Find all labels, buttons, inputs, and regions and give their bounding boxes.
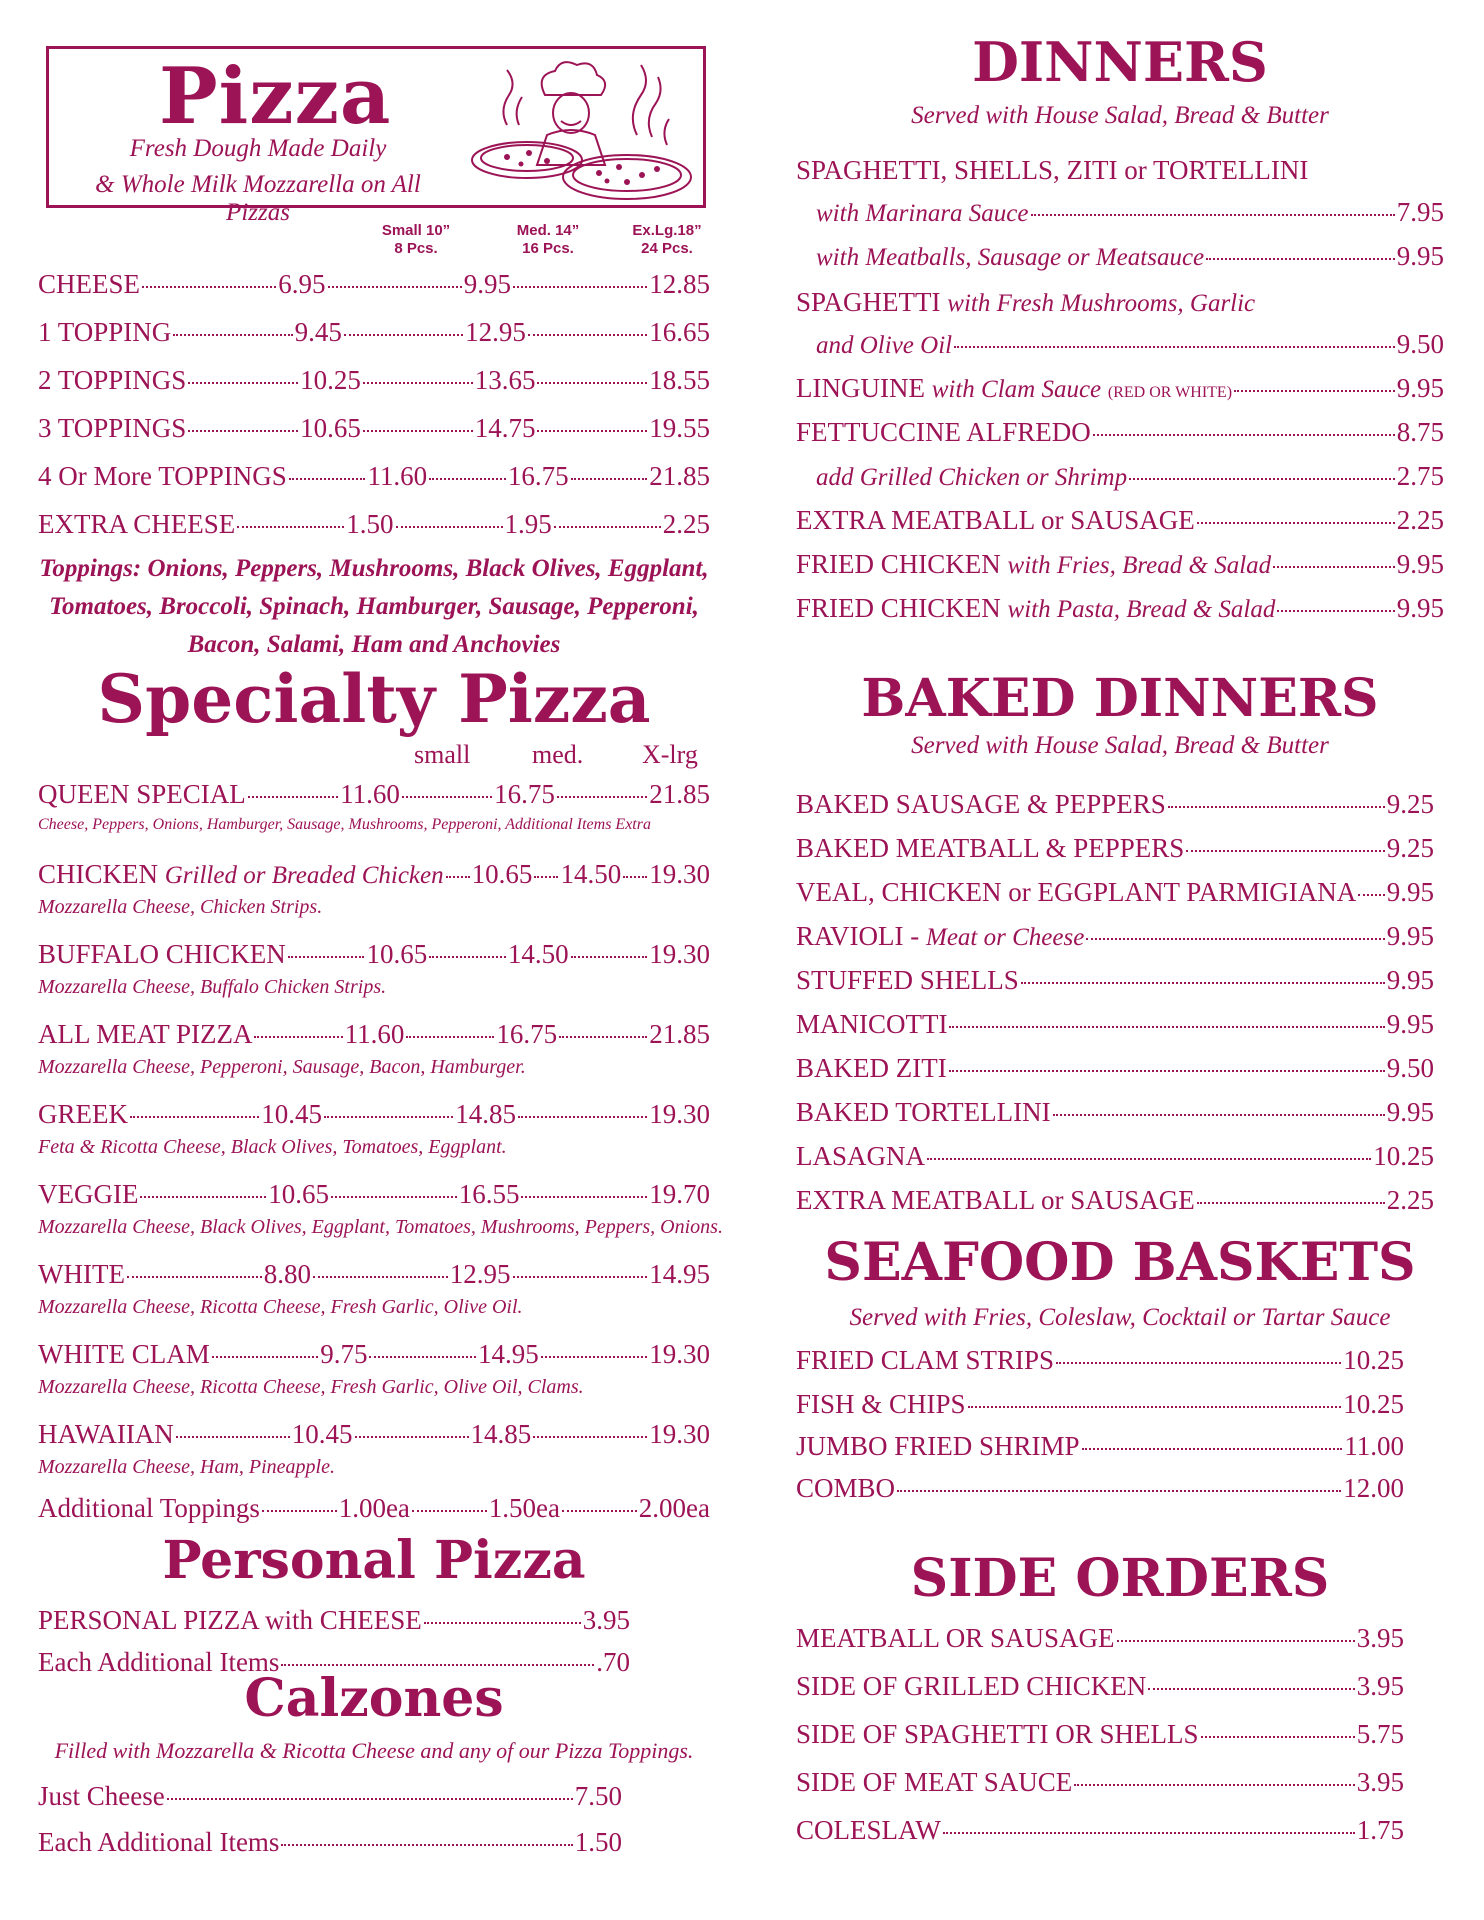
pizza-subtitle-1: Fresh Dough Made Daily	[129, 135, 387, 162]
item-name: LASAGNA	[796, 1141, 926, 1171]
specialty-item-row	[38, 1420, 710, 1450]
price-medium: 14.75	[474, 413, 536, 443]
item-price: 5.75	[1356, 1719, 1404, 1749]
item-price: 1.50	[574, 1827, 622, 1857]
item-price: 3.95	[1356, 1623, 1404, 1653]
specialty-item-row	[38, 940, 710, 970]
item-price: 1.75	[1356, 1815, 1404, 1845]
item-price: 9.95	[1386, 1097, 1434, 1127]
baked-dinner-row	[796, 1186, 1434, 1216]
pizza-title: Pizza	[159, 51, 392, 142]
specialty-item-description: Mozzarella Cheese, Ham, Pineapple.	[38, 1456, 335, 1478]
item-price: 3.95	[582, 1605, 630, 1635]
dinner-line-pasta: SPAGHETTI, SHELLS, ZITI or TORTELLINI	[796, 155, 1309, 185]
price-small: 9.75	[320, 1339, 368, 1369]
pizza-item-row	[38, 510, 710, 540]
item-price: 2.25	[1386, 1185, 1434, 1215]
item-name: MEATBALL OR SAUSAGE	[796, 1623, 1115, 1653]
item-name: Just Cheese	[38, 1781, 165, 1811]
baked-dinner-row	[796, 878, 1434, 908]
side-order-row	[796, 1768, 1404, 1798]
price-xl: 19.30	[649, 939, 710, 969]
item-name: STUFFED SHELLS	[796, 965, 1019, 995]
price-xl: 19.55	[649, 413, 710, 443]
item-price: 9.25	[1386, 789, 1434, 819]
side-order-row	[796, 1816, 1404, 1846]
size-medium-header: Med. 14” 16 Pcs.	[516, 222, 580, 257]
toppings-list: Toppings: Onions, Peppers, Mushrooms, Black Olives, Eggplant, Tomatoes, Broccoli, Spinach, Hamburger, Sausage, Pepperoni, Bacon, Salami, Ham and Anchovies	[39, 555, 709, 658]
price-small: 10.45	[291, 1419, 353, 1449]
dinner-line-spaghetti: SPAGHETTI with Fresh Mushrooms, Garlic	[796, 287, 1256, 317]
specialty-item-description: Mozzarella Cheese, Ricotta Cheese, Fresh Garlic, Olive Oil, Clams.	[38, 1376, 584, 1398]
specialty-item-row	[38, 1020, 710, 1050]
price-medium: 14.85	[470, 1419, 532, 1449]
price-small: 11.60	[367, 461, 428, 491]
item-price: 10.25	[1373, 1141, 1434, 1171]
item-price: 9.95	[1386, 965, 1434, 995]
price-medium: 16.75	[494, 779, 555, 809]
item-name: FISH & CHIPS	[796, 1389, 966, 1419]
item-name: RAVIOLI -	[796, 921, 920, 951]
specialty-item-name: HAWAIIAN	[38, 1419, 174, 1449]
item-name: BAKED TORTELLINI	[796, 1097, 1051, 1127]
personal-pizza-row	[38, 1606, 630, 1636]
price-xl: 19.30	[649, 1099, 710, 1129]
item-name: COLESLAW	[796, 1815, 941, 1845]
item-name: MANICOTTI	[796, 1009, 948, 1039]
item-name: EXTRA MEATBALL or SAUSAGE	[796, 1185, 1195, 1215]
pizza-item-row	[38, 270, 710, 300]
item-price: 12.00	[1343, 1473, 1404, 1503]
specialty-item-name: BUFFALO CHICKEN	[38, 939, 286, 969]
specialty-pizza-title: Specialty Pizza	[97, 660, 651, 738]
specialty-item-description: Mozzarella Cheese, Black Olives, Eggplant, Tomatoes, Mushrooms, Peppers, Onions.	[38, 1216, 723, 1238]
specialty-item-name: GREEK	[38, 1099, 128, 1129]
item-name: BAKED SAUSAGE & PEPPERS	[796, 789, 1166, 819]
pizza-item-name: 4 Or More TOPPINGS	[38, 461, 287, 491]
side-orders-title: SIDE ORDERS	[910, 1548, 1330, 1609]
item-price: 9.95	[1386, 921, 1434, 951]
dinner-item-extra-meatball: EXTRA MEATBALL or SAUSAGE 2.25	[796, 505, 1444, 535]
dinner-item-add-chicken: add Grilled Chicken or Shrimp 2.75	[816, 461, 1444, 491]
personal-pizza-title: Personal Pizza	[162, 1530, 586, 1591]
specialty-item-description: Cheese, Peppers, Onions, Hamburger, Sausage, Mushrooms, Pepperoni, Additional Items Extra	[38, 816, 651, 833]
price-small: 10.65	[471, 859, 533, 889]
price-medium: 1.95	[504, 509, 552, 539]
price-small: 1.50	[346, 509, 394, 539]
specialty-item-description: Mozzarella Cheese, Pepperoni, Sausage, Bacon, Hamburger.	[38, 1056, 526, 1078]
pizza-item-row	[38, 414, 710, 444]
item-price: 3.95	[1356, 1767, 1404, 1797]
item-name: FRIED CLAM STRIPS	[796, 1345, 1055, 1375]
pizza-item-row	[38, 318, 710, 348]
seafood-basket-row	[796, 1390, 1404, 1420]
pizza-item-row	[38, 462, 710, 492]
dinner-item-linguine: LINGUINE with Clam Sauce (RED OR WHITE) 9.95	[796, 373, 1444, 403]
pizza-item-name: EXTRA CHEESE	[38, 509, 236, 539]
dinners-subtitle: Served with House Salad, Bread & Butter	[911, 102, 1329, 129]
specialty-item-row	[38, 1180, 710, 1210]
seafood-basket-row	[796, 1474, 1404, 1504]
specialty-item-name: QUEEN SPECIAL	[38, 779, 246, 809]
calzones-subtitle: Filled with Mozzarella & Ricotta Cheese and any of our Pizza Toppings.	[54, 1738, 694, 1763]
price-xl: 21.85	[649, 461, 710, 491]
pizza-item-name: CHEESE	[38, 269, 141, 299]
specialty-item-row	[38, 1340, 710, 1370]
item-subtitle: Meat or Cheese	[926, 924, 1085, 951]
chef-with-pizzas-icon	[467, 55, 697, 205]
size-small-header: Small 10” 8 Pcs.	[381, 222, 451, 257]
pizza-header-box	[46, 46, 706, 226]
price-small: 10.65	[366, 939, 428, 969]
price-medium: 16.75	[507, 461, 569, 491]
price-small: 6.95	[278, 269, 326, 299]
pizza-item-name: 3 TOPPINGS	[38, 413, 187, 443]
dinner-item-fettuccine: FETTUCCINE ALFREDO 8.75	[796, 417, 1444, 447]
specialty-size-med: med.	[532, 740, 584, 769]
dinners-title: DINNERS	[972, 30, 1268, 94]
baked-dinner-row	[796, 922, 1434, 952]
pizza-item-name: 1 TOPPING	[38, 317, 172, 347]
seafood-baskets-title: SEAFOOD BASKETS	[824, 1232, 1416, 1293]
price-small: 10.65	[300, 413, 361, 443]
specialty-item-row	[38, 860, 710, 890]
pizza-item-row	[38, 366, 710, 396]
price-small: 8.80	[263, 1259, 311, 1289]
specialty-size-small: small	[414, 740, 471, 769]
seafood-baskets-subtitle: Served with Fries, Coleslaw, Cocktail or Tartar Sauce	[849, 1304, 1391, 1331]
item-name: BAKED ZITI	[796, 1053, 947, 1083]
item-price: 9.95	[1386, 877, 1434, 907]
item-price: 10.25	[1343, 1389, 1404, 1419]
specialty-item-description: Mozzarella Cheese, Chicken Strips.	[38, 896, 323, 918]
price-medium: 14.50	[507, 939, 569, 969]
price-medium: 16.55	[458, 1179, 520, 1209]
price-xl: 16.65	[649, 317, 710, 347]
price-medium: 12.95	[465, 317, 526, 347]
specialty-item-description: Mozzarella Cheese, Ricotta Cheese, Fresh Garlic, Olive Oil.	[38, 1296, 523, 1318]
item-price: 3.95	[1356, 1671, 1404, 1701]
item-price: 9.50	[1386, 1053, 1434, 1083]
item-price: .70	[596, 1647, 630, 1677]
pizza-subtitle-2: & Whole Milk Mozzarella on All Pizzas	[95, 171, 421, 226]
additional-toppings-row: Additional Toppings 1.00ea 1.50ea 2.00ea	[38, 1493, 711, 1523]
calzone-row	[38, 1828, 622, 1858]
specialty-size-xl: X-lrg	[642, 740, 698, 769]
calzone-row	[38, 1782, 622, 1812]
specialty-item-name: ALL MEAT PIZZA	[38, 1019, 253, 1049]
pizza-item-name: 2 TOPPINGS	[38, 365, 187, 395]
price-medium: 14.95	[478, 1339, 539, 1369]
item-name: SIDE OF SPAGHETTI OR SHELLS	[796, 1719, 1199, 1749]
price-xl: 19.30	[649, 859, 711, 889]
price-xl: 19.30	[649, 1419, 711, 1449]
item-name: SIDE OF GRILLED CHICKEN	[796, 1671, 1147, 1701]
price-medium: 12.95	[449, 1259, 511, 1289]
price-xl: 19.30	[649, 1339, 711, 1369]
dinner-item-fried-chicken-pasta: FRIED CHICKEN with Pasta, Bread & Salad 9.95	[796, 593, 1444, 623]
price-medium: 13.65	[474, 365, 536, 395]
price-small: 11.60	[344, 1019, 405, 1049]
price-xl: 12.85	[649, 269, 711, 299]
price-medium: 16.75	[496, 1019, 558, 1049]
price-medium: 14.85	[455, 1099, 516, 1129]
dinner-item-olive-oil: and Olive Oil 9.50	[816, 329, 1444, 359]
price-xl: 21.85	[649, 779, 710, 809]
size-xl-header: Ex.Lg.18” 24 Pcs.	[632, 222, 702, 257]
specialty-item-name: WHITE	[38, 1259, 125, 1289]
item-price: 7.50	[574, 1781, 622, 1811]
seafood-basket-row	[796, 1432, 1404, 1462]
specialty-item-subtitle: Grilled or Breaded Chicken	[164, 862, 444, 889]
specialty-item-description: Mozzarella Cheese, Buffalo Chicken Strips.	[38, 976, 387, 998]
price-small: 10.25	[300, 365, 361, 395]
specialty-item-row	[38, 1100, 710, 1130]
price-small: 9.45	[294, 317, 342, 347]
price-small: 11.60	[340, 779, 400, 809]
item-price: 11.00	[1344, 1431, 1404, 1461]
item-name: PERSONAL PIZZA with CHEESE	[38, 1605, 422, 1635]
baked-dinner-row	[796, 1054, 1434, 1084]
price-small: 10.45	[261, 1099, 322, 1129]
price-xl: 18.55	[649, 365, 710, 395]
seafood-basket-row	[796, 1346, 1404, 1376]
side-order-row	[796, 1672, 1404, 1702]
baked-dinners-title: BAKED DINNERS	[861, 668, 1379, 729]
price-xl: 14.95	[649, 1259, 711, 1289]
item-name: Each Additional Items	[38, 1827, 280, 1857]
item-name: JUMBO FRIED SHRIMP	[796, 1431, 1080, 1461]
specialty-item-name: CHICKEN	[38, 859, 158, 889]
baked-dinner-row	[796, 834, 1434, 864]
calzones-title: Calzones	[244, 1668, 504, 1729]
dinner-item-fried-chicken-fries: FRIED CHICKEN with Fries, Bread & Salad 9.95	[796, 549, 1444, 579]
price-small: 10.65	[268, 1179, 329, 1209]
baked-dinner-row	[796, 790, 1434, 820]
baked-dinner-row	[796, 1142, 1434, 1172]
item-name: Each Additional Items	[38, 1647, 280, 1677]
specialty-item-row	[38, 1260, 710, 1290]
specialty-item-row	[38, 780, 710, 810]
price-medium: 14.50	[560, 859, 622, 889]
specialty-item-name: WHITE CLAM	[38, 1339, 210, 1369]
item-name: COMBO	[796, 1473, 896, 1503]
baked-dinners-subtitle: Served with House Salad, Bread & Butter	[911, 732, 1329, 759]
dinner-item-meatballs: with Meatballs, Sausage or Meatsauce 9.95	[816, 241, 1444, 271]
dinner-item-marinara: with Marinara Sauce 7.95	[816, 197, 1444, 227]
specialty-item-name: VEGGIE	[38, 1179, 139, 1209]
baked-dinner-row	[796, 1010, 1434, 1040]
price-xl: 21.85	[649, 1019, 711, 1049]
baked-dinner-row	[796, 1098, 1434, 1128]
item-name: SIDE OF MEAT SAUCE	[796, 1767, 1073, 1797]
side-order-row	[796, 1720, 1404, 1750]
price-xl: 2.25	[662, 509, 711, 539]
item-price: 9.25	[1386, 833, 1434, 863]
item-name: BAKED MEATBALL & PEPPERS	[796, 833, 1185, 863]
baked-dinner-row	[796, 966, 1434, 996]
price-xl: 19.70	[649, 1179, 710, 1209]
item-name: VEAL, CHICKEN or EGGPLANT PARMIGIANA	[796, 877, 1357, 907]
item-price: 9.95	[1386, 1009, 1434, 1039]
price-medium: 9.95	[463, 269, 512, 299]
side-order-row	[796, 1624, 1404, 1654]
item-price: 10.25	[1343, 1345, 1404, 1375]
specialty-item-description: Feta & Ricotta Cheese, Black Olives, Tomatoes, Eggplant.	[38, 1136, 507, 1158]
